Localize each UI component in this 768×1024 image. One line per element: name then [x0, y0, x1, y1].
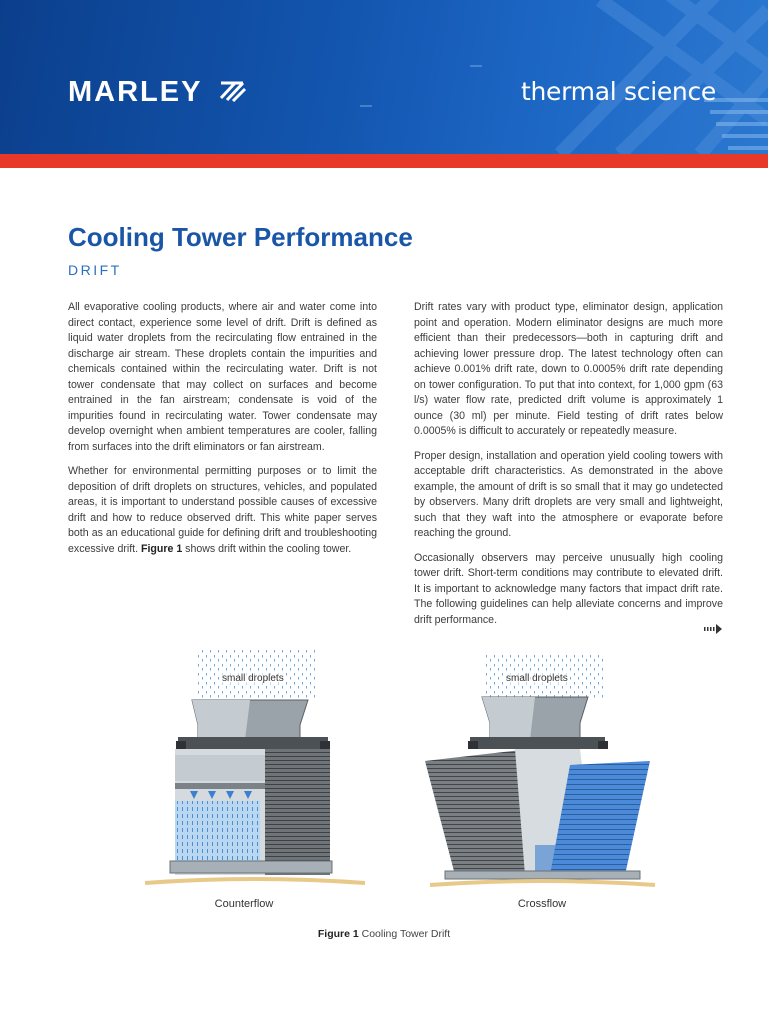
- caption-text: Cooling Tower Drift: [358, 928, 451, 940]
- page-title: Cooling Tower Performance: [68, 222, 413, 252]
- paragraph-text: Whether for environmental permitting purposes or to limit the deposition of drift droplets on structures, vehicles, and populated areas, it is important to understand possible causes of excessive drift and how to reduce observed drift. This white paper serves both as an educational guide for defining drift and troubleshooting excessive drift.: [68, 465, 377, 555]
- left-column: [68, 300, 377, 566]
- header-accent-stripe: [0, 154, 768, 168]
- brand-logo: MARLEY: [68, 76, 203, 108]
- counterflow-label: Counterflow: [214, 898, 274, 910]
- right-column: [414, 300, 723, 637]
- brand-mark-icon: [219, 80, 247, 102]
- figure-caption: [0, 928, 768, 940]
- paragraph: All evaporative cooling products, where air and water come into direct contact, experience some level of drift. Drift is defined as liquid water droplets from the recirculating flow entrained in the discharge air stream. These droplets contain the impurities and chemicals contained within the recirculating water. Drift is not tower condensate that may collect on surfaces and become entrained in the fan airstream; condensate is void of the impurities found in recirculating water. Tower condensate may develop overnight when ambient temperatures are cooler, falling from surfaces into the drift eliminators or fan airstream.: [68, 301, 377, 453]
- droplets-label-counterflow: small droplets: [222, 673, 284, 684]
- page-subtitle: DRIFT: [68, 262, 122, 278]
- paragraph: Occasionally observers may perceive unusually high cooling tower drift. Short-term conditions may contribute to elevated drift. It is important to acknowledge many factors that impact drift rate. The following guidelines can help alleviate concerns and improve drift performance.: [414, 551, 723, 626]
- figure-reference: Figure 1: [141, 542, 183, 555]
- brand-tagline: thermal science: [521, 77, 716, 106]
- paragraph: Drift rates vary with product type, eliminator design, application point and operation. Modern eliminator designs are much more efficient than their predecessors—both in capturing drift and achieving lower pressure drop. The latest technology often can achieve 0.001% drift rate, down to 0.0005% drift rate depending on tower configuration. To put that into context, for 1,000 gpm (63 l/s) water flow rate, predicted drift volume is approximately 1 ounce (30 ml) per minute. Field testing of drift rates below 0.0005% is difficult to accurately or repeatedly measure.: [414, 301, 723, 437]
- droplets-label-crossflow: small droplets: [506, 673, 568, 684]
- paragraph: [68, 464, 377, 557]
- caption-figure-number: Figure 1: [317, 928, 359, 940]
- crossflow-label: Crossflow: [517, 898, 567, 910]
- paragraph-text: shows drift within the cooling tower.: [182, 542, 352, 555]
- arrow-right-icon: [704, 624, 722, 634]
- paragraph: Proper design, installation and operation yield cooling towers with acceptable drift characteristics. As demonstrated in the above example, the amount of drift is so small that it may go undetected by observers. Many drift droplets are very small and lightweight, such that they waft into the atmosphere or evaporate before reaching the ground.: [414, 449, 723, 539]
